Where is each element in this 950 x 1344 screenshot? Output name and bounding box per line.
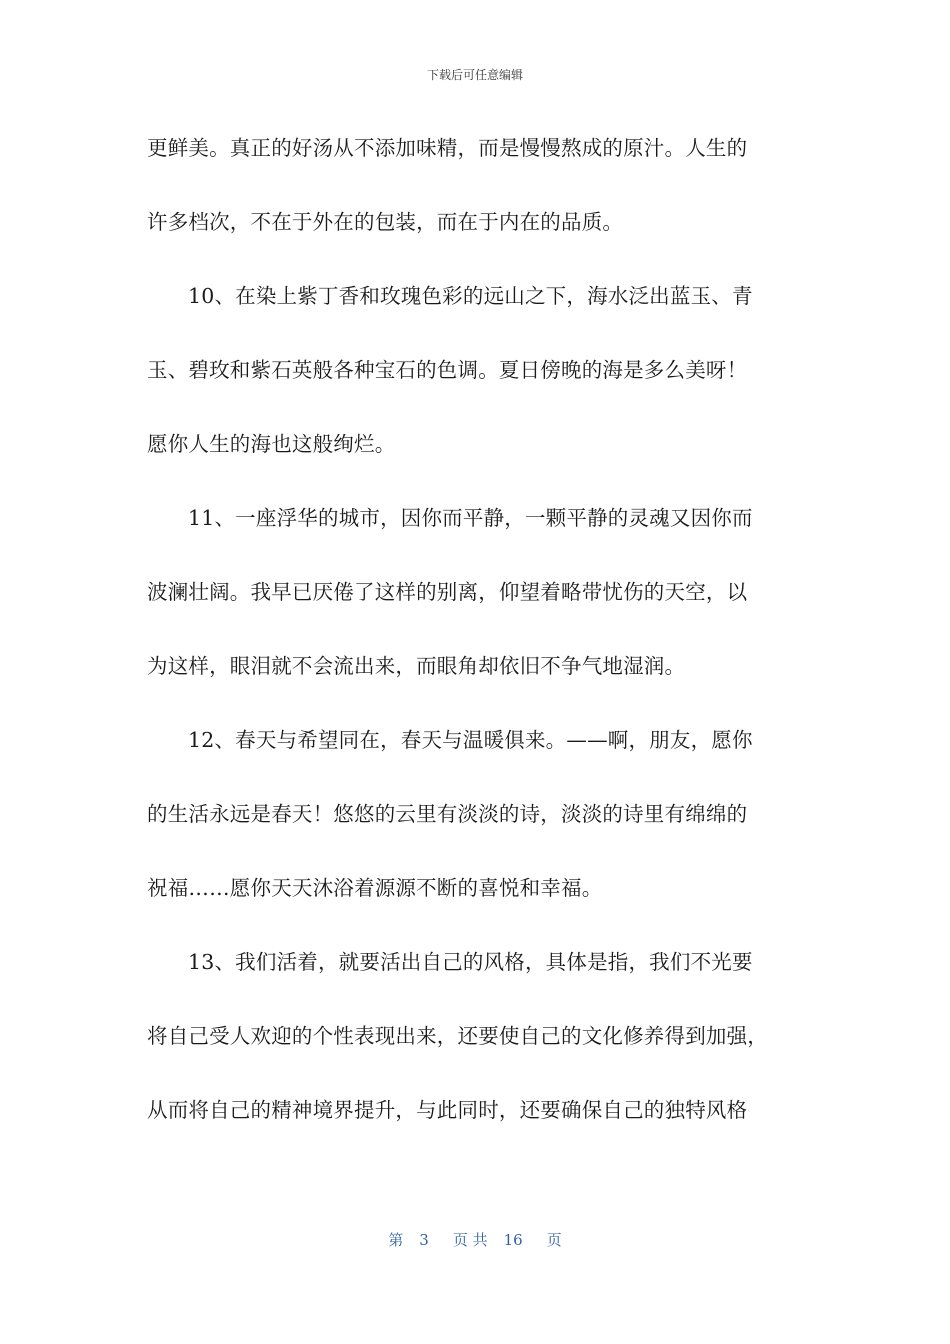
page-footer: [0, 1230, 950, 1250]
page-end-label: 页: [546, 1231, 562, 1249]
text-line: 玉、碧玫和紫石英般各种宝石的色调。夏日傍晚的海是多么美呀！: [147, 358, 748, 382]
text-line: 将自己受人欢迎的个性表现出来，还要使自己的文化修养得到加强，: [147, 1024, 768, 1048]
text-line: 许多档次，不在于外在的包装，而在于内在的品质。: [147, 210, 624, 234]
header-note: 下载后可任意编辑: [426, 68, 523, 82]
text-line: 更鲜美。真正的好汤从不添加味精，而是慢慢熬成的原汁。人生的: [147, 136, 748, 160]
document-body: [147, 128, 797, 1164]
total-pages-number: 16: [503, 1231, 523, 1249]
paragraph-first-line: 12、春天与希望同在，春天与温暖俱来。——啊，朋友，愿你: [188, 728, 753, 752]
text-line: 从而将自己的精神境界提升，与此同时，还要确保自己的独特风格: [147, 1098, 748, 1122]
page-label: 第: [388, 1231, 404, 1249]
paragraph-first-line: 13、我们活着，就要活出自己的风格，具体是指，我们不光要: [188, 950, 753, 974]
text-line: 愿你人生的海也这般绚烂。: [147, 432, 396, 456]
text-line: 波澜壮阔。我早已厌倦了这样的别离，仰望着略带忧伤的天空，以: [147, 580, 748, 604]
page-of-label: 页 共: [452, 1231, 488, 1249]
current-page-number: 3: [419, 1231, 429, 1249]
paragraph-first-line: 10、在染上紫丁香和玫瑰色彩的远山之下，海水泛出蓝玉、青: [188, 284, 753, 308]
paragraph-first-line: 11、一座浮华的城市，因你而平静，一颗平静的灵魂又因你而: [188, 506, 753, 530]
text-line: 为这样，眼泪就不会流出来，而眼角却依旧不争气地湿润。: [147, 654, 686, 678]
text-line: 的生活永远是春天！悠悠的云里有淡淡的诗，淡淡的诗里有绵绵的: [147, 802, 748, 826]
text-line: 祝福……愿你天天沐浴着源源不断的喜悦和幸福。: [147, 876, 603, 900]
